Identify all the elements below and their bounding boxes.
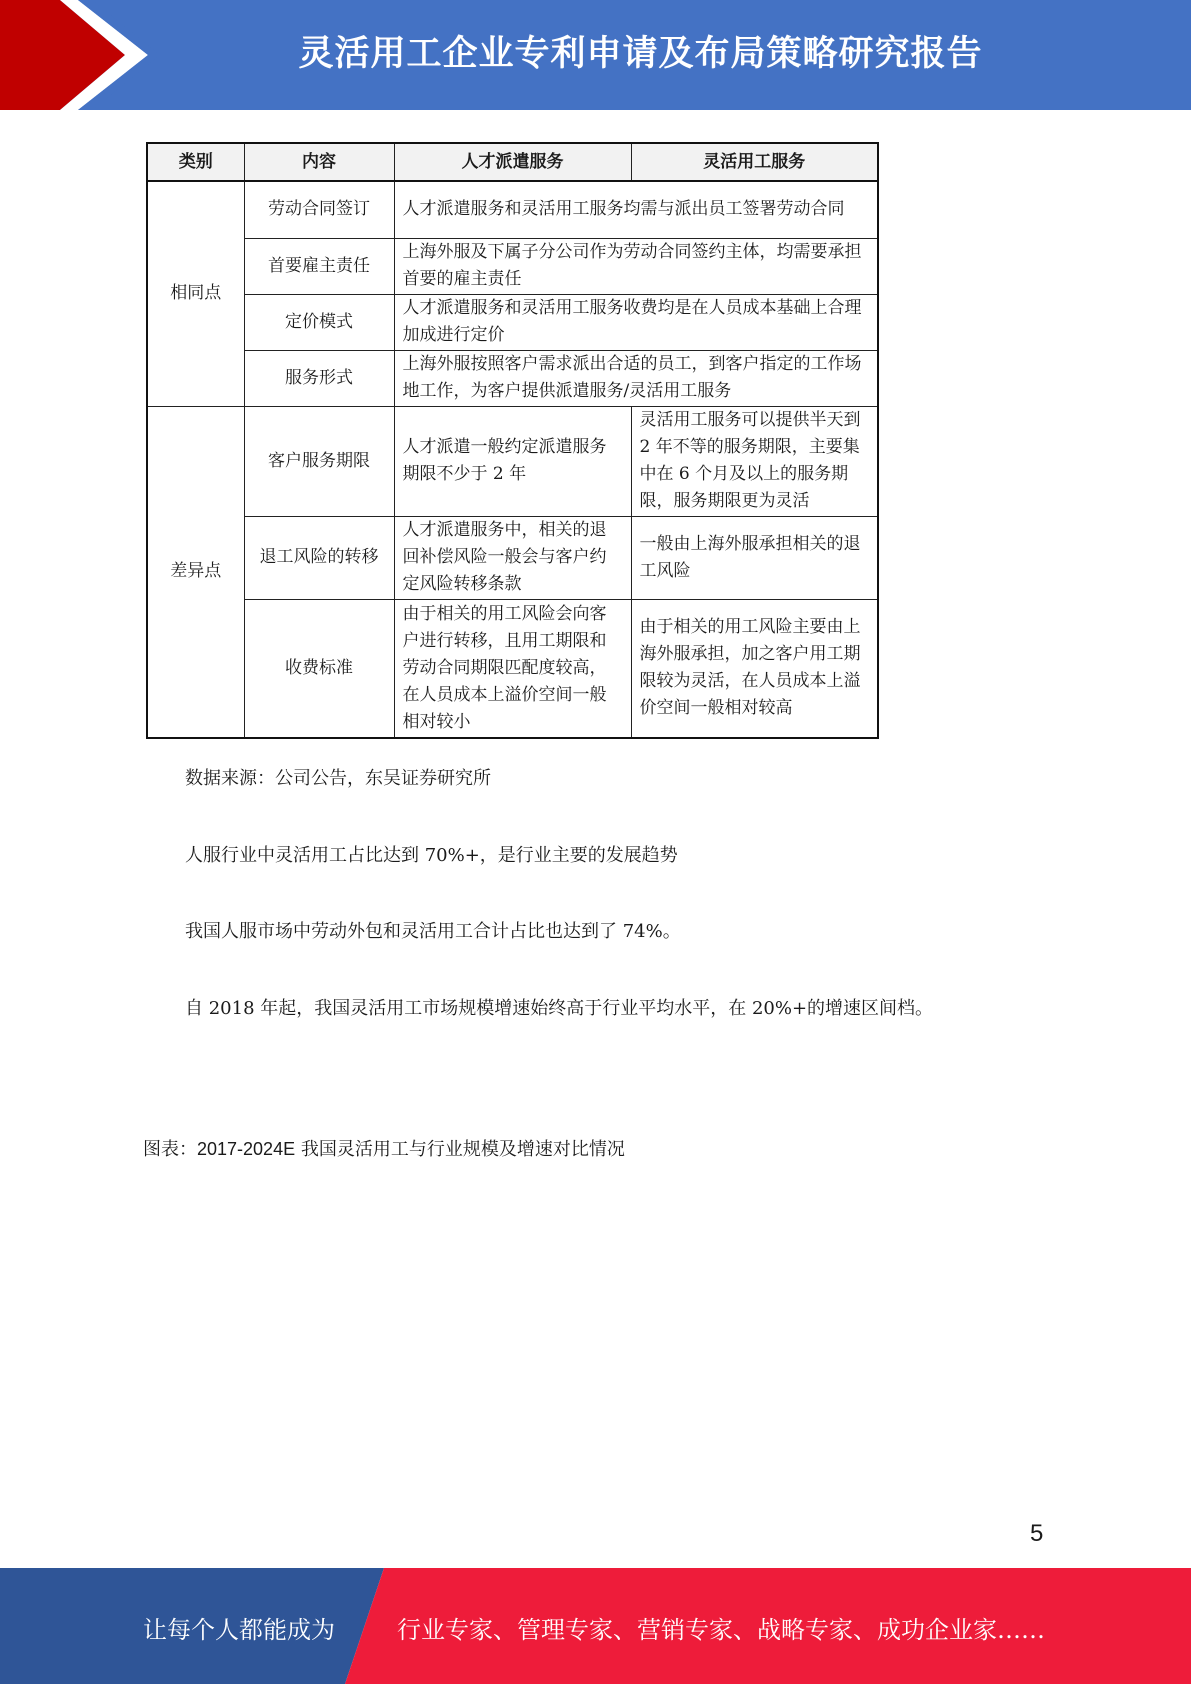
table-header-row (147, 143, 878, 181)
dispatch-cell: 人才派遣一般约定派遣服务期限不少于 2 年 (394, 406, 631, 516)
row-label: 收费标准 (244, 599, 394, 738)
table-row (147, 294, 878, 350)
table-row (147, 406, 878, 516)
header-content: 内容 (244, 143, 394, 181)
flexible-cell: 灵活用工服务可以提供半天到 2 年不等的服务期限，主要集中在 6 个月及以上的服务期限，服务期限更为灵活 (631, 406, 878, 516)
source-note: 数据来源：公司公告，东吴证券研究所 (185, 768, 491, 789)
merged-cell: 上海外服及下属子分公司作为劳动合同签约主体，均需要承担首要的雇主责任 (394, 238, 878, 294)
row-label: 定价模式 (244, 294, 394, 350)
dispatch-cell: 由于相关的用工风险会向客户进行转移，且用工期限和劳动合同期限匹配度较高，在人员成本上溢价空间一般相对较小 (394, 599, 631, 738)
merged-cell: 上海外服按照客户需求派出合适的员工，到客户指定的工作场地工作，为客户提供派遣服务/灵活用工服务 (394, 350, 878, 406)
header-dispatch: 人才派遣服务 (394, 143, 631, 181)
page-number: 5 (1030, 1520, 1044, 1547)
row-label: 劳动合同签订 (244, 181, 394, 238)
table-row (147, 181, 878, 238)
paragraph: 我国人服市场中劳动外包和灵活用工合计占比也达到了 74%。 (185, 921, 681, 942)
table-row (147, 599, 878, 738)
footer-slogan-left: 让每个人都能成为 (143, 1616, 335, 1644)
table-row (147, 350, 878, 406)
header-flexible: 灵活用工服务 (631, 143, 878, 181)
caption-text: 我国灵活用工与行业规模及增速对比情况 (295, 1139, 625, 1160)
paragraph: 人服行业中灵活用工占比达到 70%+，是行业主要的发展趋势 (185, 845, 678, 866)
report-title: 灵活用工企业专利申请及布局策略研究报告 (298, 34, 983, 74)
row-label: 首要雇主责任 (244, 238, 394, 294)
category-same: 相同点 (147, 181, 244, 406)
caption-prefix: 图表： (143, 1139, 197, 1160)
comparison-table (146, 142, 879, 739)
caption-code: 2017-2024E (197, 1139, 296, 1159)
paragraph: 自 2018 年起，我国灵活用工市场规模增速始终高于行业平均水平，在 20%+的增速区间档。 (185, 998, 934, 1019)
row-label: 退工风险的转移 (244, 516, 394, 599)
merged-cell: 人才派遣服务和灵活用工服务收费均是在人员成本基础上合理加成进行定价 (394, 294, 878, 350)
figure-caption (143, 1135, 625, 1161)
dispatch-cell: 人才派遣服务中，相关的退回补偿风险一般会与客户约定风险转移条款 (394, 516, 631, 599)
header-banner (0, 0, 1191, 110)
category-diff: 差异点 (147, 406, 244, 738)
footer-banner (0, 1568, 1191, 1684)
header-category: 类别 (147, 143, 244, 181)
footer-slogan-right: 行业专家、管理专家、营销专家、战略专家、成功企业家…… (397, 1616, 1045, 1644)
flexible-cell: 由于相关的用工风险主要由上海外服承担，加之客户用工期限较为灵活，在人员成本上溢价空间一般相对较高 (631, 599, 878, 738)
table-row (147, 238, 878, 294)
merged-cell: 人才派遣服务和灵活用工服务均需与派出员工签署劳动合同 (394, 181, 878, 238)
row-label: 服务形式 (244, 350, 394, 406)
row-label: 客户服务期限 (244, 406, 394, 516)
flexible-cell: 一般由上海外服承担相关的退工风险 (631, 516, 878, 599)
table-row (147, 516, 878, 599)
chevron-decoration (0, 0, 160, 110)
